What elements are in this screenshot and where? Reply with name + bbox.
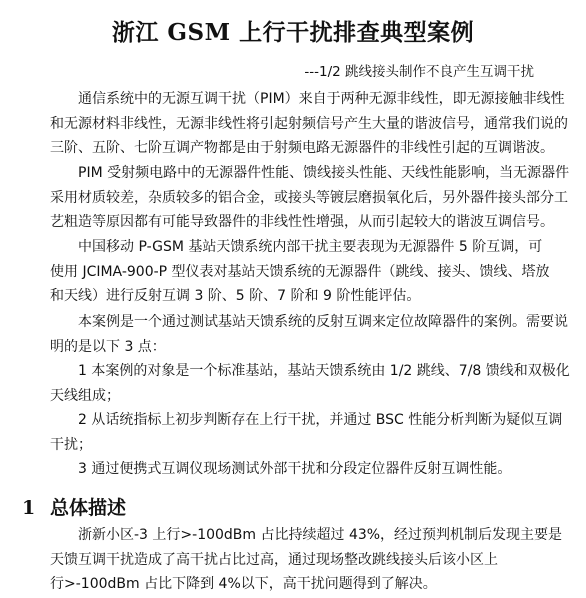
- text-line: 中国移动 P-GSM 基站天馈系统内部干扰主要表现为无源器件 5 阶互调，可: [50, 239, 543, 255]
- text-line: 干扰；: [50, 436, 92, 453]
- text-line: 通信系统中的无源互调干扰（PIM）来自于两种无源非线性，即无源接触非线性: [50, 91, 565, 107]
- paragraph-pim-intro: [50, 87, 570, 161]
- text-line: 天线组成；: [50, 387, 120, 404]
- paragraph-overview: [50, 523, 570, 597]
- text-line: 使用 JCIMA-900-P 型仪表对基站天馈系统的无源器件（跳线、接头、馈线、塔放: [50, 263, 550, 280]
- section-heading: [22, 493, 126, 520]
- page-title: 浙江 GSM 上行干扰排查典型案例: [111, 19, 475, 46]
- text-line: 本案例是一个通过测试基站天馈系统的反射互调来定位故障器件的案例。需要说: [50, 314, 568, 330]
- text-line: 采用材质较差，杂质较多的铝合金，或接头等镀层磨损氧化后，另外器件接头部分工: [50, 189, 568, 206]
- section-title: 总体描述: [50, 497, 127, 519]
- list-item-2: [50, 408, 570, 457]
- text-line: 2 从话统指标上初步判断存在上行干扰，并通过 BSC 性能分析判断为疑似互调: [50, 412, 563, 428]
- paragraph-case-notes: [50, 310, 570, 359]
- text-line: 艺粗造等原因都有可能导致器件的非线性性增强，从而引起较大的谐波互调信号。: [50, 214, 554, 231]
- text-line: 3 通过便携式互调仪现场测试外部干扰和分段定位器件反射互调性能。: [50, 461, 512, 477]
- paragraph-cmcc-pgsm: [50, 235, 570, 309]
- list-item-3: [50, 457, 570, 482]
- text-line: 和无源材料非线性，无源非线性将引起射频信号产生大量的谐波信号，通常我们说的: [50, 115, 568, 132]
- text-line: 天馈互调干扰造成了高干扰占比过高，通过现场整改跳线接头后该小区上: [50, 551, 498, 568]
- list-item-1: [50, 359, 570, 408]
- text-line: 浙新小区-3 上行>-100dBm 占比持续超过 43%，经过预判机制后发现主要是: [50, 527, 563, 543]
- text-line: 明的是以下 3 点：: [50, 338, 166, 355]
- paragraph-pim-causes: [50, 161, 570, 235]
- text-line: PIM 受射频电路中的无源器件性能、馈线接头性能、天线性能影响，当无源器件: [50, 165, 570, 181]
- section-number: 1: [22, 497, 36, 519]
- text-line: 三阶、五阶、七阶互调产物都是由于射频电路无源器件的非线性引起的互调谐波。: [50, 140, 554, 157]
- text-line: 和天线）进行反射互调 3 阶、5 阶、7 阶和 9 阶性能评估。: [50, 288, 421, 305]
- page-subtitle: ---1/2 跳线接头制作不良产生互调干扰: [304, 64, 534, 80]
- text-line: 1 本案例的对象是一个标准基站，基站天馈系统由 1/2 跳线、7/8 馈线和双极化: [50, 363, 570, 379]
- text-line: 行>-100dBm 占比下降到 4%以下，高干扰问题得到了解决。: [50, 576, 437, 593]
